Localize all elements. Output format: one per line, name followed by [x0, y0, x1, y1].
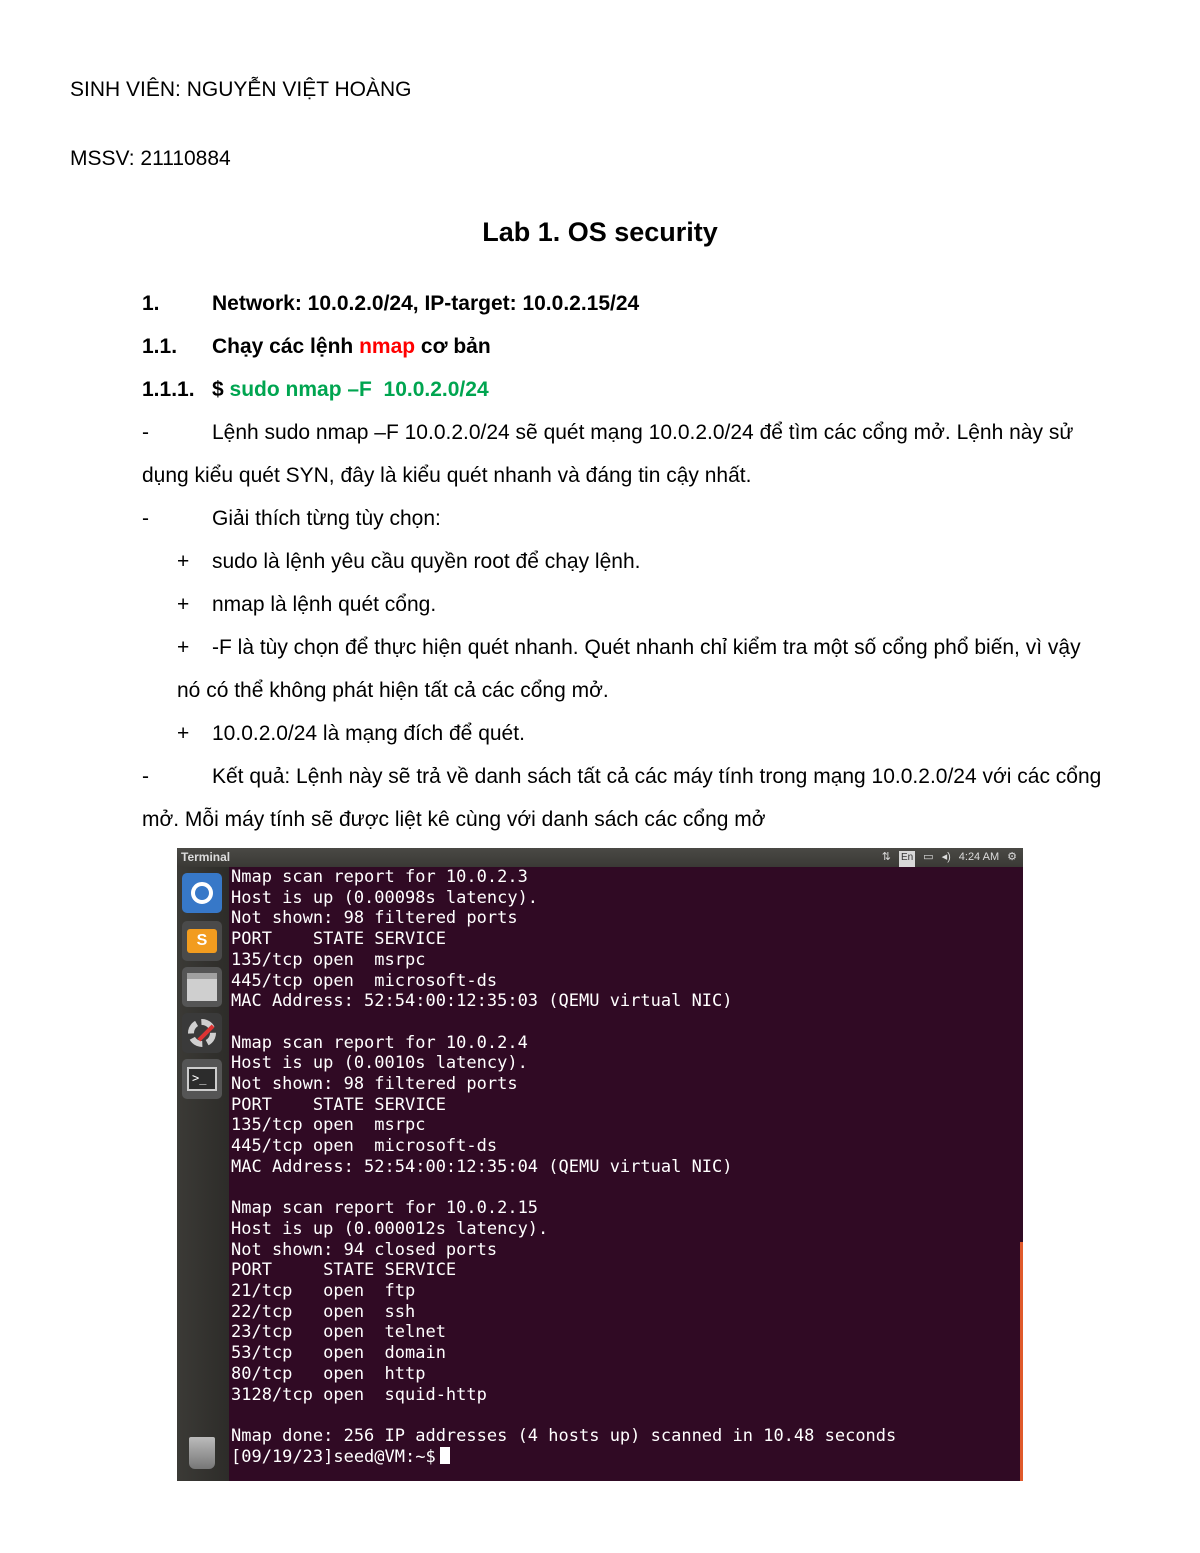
paragraph-3 [142, 764, 1102, 790]
battery-icon: ▭ [923, 851, 934, 863]
gear-icon: ⚙ [1007, 851, 1017, 863]
heading-1-1-text [212, 334, 491, 360]
terminal-line: 23/tcp open telnet [231, 1322, 446, 1343]
paragraph-2 [142, 506, 441, 532]
terminal-top-bar [177, 848, 1023, 867]
option-network-text: 10.0.2.0/24 là mạng đích để quét. [212, 722, 525, 745]
terminal-line: Not shown: 98 filtered ports [231, 908, 518, 929]
terminal-icon: >_ [182, 1059, 222, 1099]
bullet-plus: + [177, 722, 190, 745]
option-f-text: -F là tùy chọn để thực hiện quét nhanh. Quét nhanh chỉ kiểm tra một số cổng phổ biến, vì vậy [212, 636, 1081, 659]
terminal-line: MAC Address: 52:54:00:12:35:04 (QEMU virtual NIC) [231, 1156, 733, 1177]
keyboard-layout-indicator: En [899, 851, 915, 867]
paragraph-3-line-1: Kết quả: Lệnh này sẽ trả về danh sách tất cả các máy tính trong mạng 10.0.2.0/24 với các cổng [212, 765, 1102, 788]
terminal-line: 21/tcp open ftp [231, 1281, 416, 1301]
terminal-line: PORT STATE SERVICE [231, 1260, 457, 1281]
paragraph-1 [142, 420, 1074, 446]
terminal-line: 135/tcp open msrpc [231, 949, 426, 970]
paragraph-2-text: Giải thích từng tùy chọn: [212, 507, 441, 530]
option-sudo-text: sudo là lệnh yêu cầu quyền root để chạy lệnh. [212, 550, 641, 573]
terminal-line: 135/tcp open msrpc [231, 1115, 426, 1136]
terminal-line: Not shown: 94 closed ports [231, 1239, 498, 1260]
command-text: sudo nmap –F 10.0.2.0/24 [229, 378, 489, 401]
launcher-bar [177, 867, 229, 1481]
student-name: SINH VIÊN: NGUYỄN VIỆT HOÀNG [70, 78, 412, 101]
heading-1-number: 1. [142, 292, 160, 315]
bullet-dash: - [142, 765, 149, 788]
file-cabinet-icon [182, 967, 222, 1007]
bullet-plus: + [177, 550, 190, 573]
terminal-line: MAC Address: 52:54:00:12:35:03 (QEMU virtual NIC) [231, 991, 733, 1012]
scrollbar-marker [1020, 1242, 1023, 1481]
bullet-plus: + [177, 636, 190, 659]
option-nmap-text: nmap là lệnh quét cổng. [212, 593, 437, 616]
heading-1-1-number: 1.1. [142, 335, 178, 358]
terminal-line: Nmap scan report for 10.0.2.3 [231, 867, 528, 887]
paragraph-1-line-2: dụng kiểu quét SYN, đây là kiểu quét nhanh và đáng tin cậy nhất. [142, 464, 752, 487]
dollar-prompt: $ [212, 378, 230, 401]
terminal-line: PORT STATE SERVICE [231, 1094, 446, 1115]
clock: 4:24 AM [958, 851, 1000, 863]
bullet-dash: - [142, 421, 149, 444]
page-title: Lab 1. OS security [482, 217, 718, 247]
network-arrows-icon: ⇅ [881, 851, 891, 863]
terminal-line: 445/tcp open microsoft-ds [231, 1136, 498, 1157]
sublime-text-icon: S [182, 921, 222, 961]
heading-1-1-suffix: cơ bản [415, 335, 491, 358]
volume-icon: ◂) [941, 851, 951, 863]
heading-1-1-1-text [212, 377, 489, 403]
nmap-keyword: nmap [359, 335, 416, 358]
terminal-line: Not shown: 98 filtered ports [231, 1074, 518, 1094]
heading-1-1 [142, 334, 491, 360]
system-settings-icon [182, 1013, 222, 1053]
option-f [177, 635, 1081, 661]
terminal-line: Nmap scan report for 10.0.2.4 [231, 1032, 528, 1053]
bullet-dash: - [142, 507, 149, 530]
terminal-line: PORT STATE SERVICE [231, 929, 446, 950]
terminal-line: 3128/tcp open squid-http [231, 1384, 487, 1405]
bullet-plus: + [177, 593, 190, 616]
student-id: MSSV: 21110884 [70, 147, 231, 170]
ubuntu-logo-icon [182, 873, 222, 913]
option-network [177, 721, 525, 747]
paragraph-1-line-1: Lệnh sudo nmap –F 10.0.2.0/24 sẽ quét mạng 10.0.2.0/24 để tìm các cổng mở. Lệnh này sử [212, 421, 1074, 444]
terminal-line: Nmap scan report for 10.0.2.15 [231, 1198, 539, 1219]
heading-1-1-prefix: Chạy các lệnh [212, 335, 360, 358]
terminal-cursor [440, 1447, 450, 1464]
terminal-prompt: [09/19/23]seed@VM:~$ [231, 1446, 436, 1467]
option-f-text-cont: nó có thể không phát hiện tất cả các cổng mở. [177, 679, 609, 702]
option-nmap [177, 592, 437, 618]
terminal-prompt-line[interactable] [231, 1447, 450, 1468]
terminal-line: Host is up (0.0010s latency). [231, 1053, 528, 1074]
system-tray [882, 848, 1017, 867]
terminal-line: Host is up (0.000012s latency). [231, 1218, 549, 1239]
terminal-screenshot [177, 848, 1023, 1481]
paragraph-3-line-2: mở. Mỗi máy tính sẽ được liệt kê cùng với danh sách các cổng mở [142, 808, 766, 831]
terminal-line: 445/tcp open microsoft-ds [231, 970, 498, 991]
heading-1-1-1-number: 1.1.1. [142, 378, 195, 401]
terminal-output [230, 867, 1023, 1481]
terminal-window-title: Terminal [181, 850, 231, 864]
terminal-line: Host is up (0.00098s latency). [231, 887, 539, 908]
heading-1 [142, 291, 640, 317]
terminal-line: 22/tcp open ssh [231, 1301, 416, 1322]
terminal-line: Nmap done: 256 IP addresses (4 hosts up) scanned in 10.48 seconds [231, 1425, 897, 1446]
terminal-line: 80/tcp open http [231, 1363, 426, 1384]
heading-1-text: Network: 10.0.2.0/24, IP-target: 10.0.2.15/24 [212, 292, 640, 315]
terminal-line: 53/tcp open domain [231, 1343, 446, 1364]
heading-1-1-1 [142, 377, 489, 403]
trash-icon [182, 1433, 222, 1473]
option-sudo [177, 549, 641, 575]
